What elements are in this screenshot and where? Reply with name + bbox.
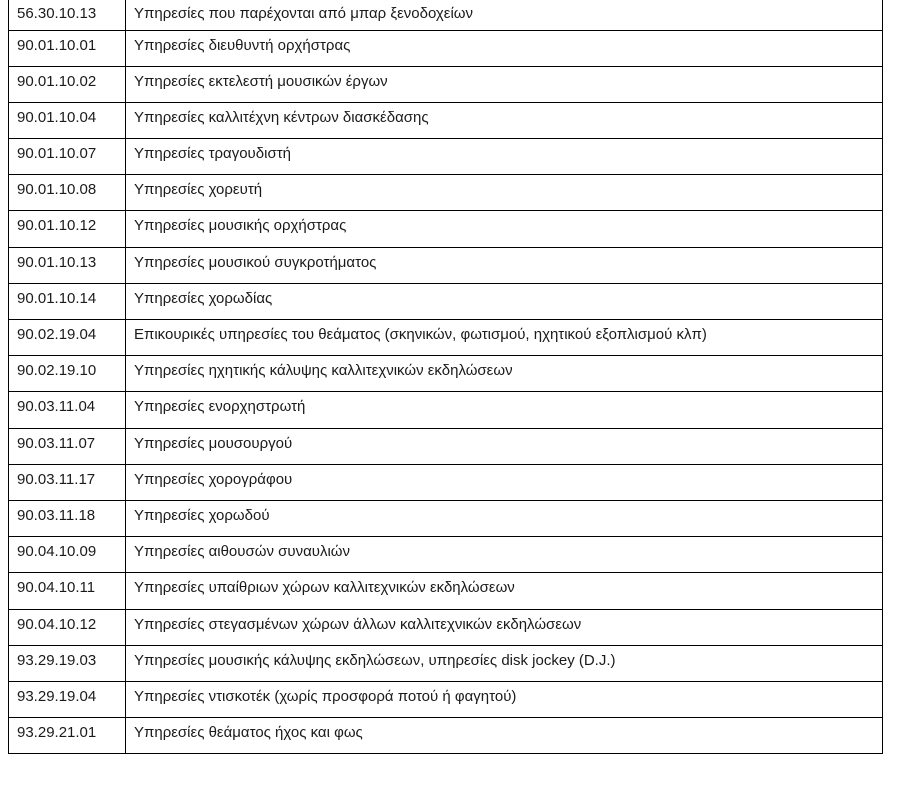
activity-description-cell: Υπηρεσίες στεγασμένων χώρων άλλων καλλιτεχνικών εκδηλώσεων	[126, 609, 883, 645]
table-row	[9, 247, 883, 283]
activity-description-cell: Υπηρεσίες μουσικής ορχήστρας	[126, 211, 883, 247]
activity-code-cell: 90.04.10.09	[9, 537, 126, 573]
table-row	[9, 392, 883, 428]
activity-description-cell: Υπηρεσίες μουσικού συγκροτήματος	[126, 247, 883, 283]
activity-code-cell: 90.02.19.04	[9, 320, 126, 356]
activity-description-cell: Υπηρεσίες ενορχηστρωτή	[126, 392, 883, 428]
activity-code-cell: 90.01.10.14	[9, 283, 126, 319]
activity-code-cell: 90.02.19.10	[9, 356, 126, 392]
table-row	[9, 718, 883, 754]
activity-description-cell: Υπηρεσίες χορωδού	[126, 500, 883, 536]
activity-description-cell: Υπηρεσίες χορευτή	[126, 175, 883, 211]
activity-description-cell: Υπηρεσίες χορογράφου	[126, 464, 883, 500]
activity-description-cell: Υπηρεσίες καλλιτέχνη κέντρων διασκέδασης	[126, 102, 883, 138]
table-row	[9, 175, 883, 211]
activity-description-cell: Υπηρεσίες χορωδίας	[126, 283, 883, 319]
activity-code-cell: 90.01.10.01	[9, 30, 126, 66]
activity-description-cell: Υπηρεσίες μουσικής κάλυψης εκδηλώσεων, υπηρεσίες disk jockey (D.J.)	[126, 645, 883, 681]
activity-description-cell: Υπηρεσίες αιθουσών συναυλιών	[126, 537, 883, 573]
activity-code-cell: 90.01.10.04	[9, 102, 126, 138]
activity-description-cell: Υπηρεσίες που παρέχονται από μπαρ ξενοδοχείων	[126, 0, 883, 30]
table-row	[9, 66, 883, 102]
activity-code-cell: 90.01.10.07	[9, 139, 126, 175]
table-row	[9, 320, 883, 356]
activity-code-cell: 56.30.10.13	[9, 0, 126, 30]
table-row	[9, 464, 883, 500]
activity-description-cell: Υπηρεσίες θεάματος ήχος και φως	[126, 718, 883, 754]
document-table-wrapper	[8, 0, 882, 754]
table-row	[9, 537, 883, 573]
activity-code-cell: 90.04.10.12	[9, 609, 126, 645]
activity-code-cell: 90.03.11.04	[9, 392, 126, 428]
table-row	[9, 645, 883, 681]
table-row	[9, 139, 883, 175]
activity-codes-table	[8, 0, 883, 754]
table-row	[9, 30, 883, 66]
activity-description-cell: Υπηρεσίες μουσουργού	[126, 428, 883, 464]
activity-code-cell: 90.04.10.11	[9, 573, 126, 609]
activity-description-cell: Υπηρεσίες διευθυντή ορχήστρας	[126, 30, 883, 66]
table-row	[9, 609, 883, 645]
table-row	[9, 428, 883, 464]
activity-code-cell: 90.03.11.18	[9, 500, 126, 536]
table-body	[9, 0, 883, 754]
activity-code-cell: 93.29.19.04	[9, 681, 126, 717]
activity-description-cell: Υπηρεσίες τραγουδιστή	[126, 139, 883, 175]
table-row	[9, 356, 883, 392]
table-row	[9, 0, 883, 30]
activity-code-cell: 90.01.10.02	[9, 66, 126, 102]
activity-code-cell: 90.01.10.12	[9, 211, 126, 247]
activity-description-cell: Υπηρεσίες ηχητικής κάλυψης καλλιτεχνικών εκδηλώσεων	[126, 356, 883, 392]
activity-code-cell: 93.29.19.03	[9, 645, 126, 681]
activity-code-cell: 90.01.10.13	[9, 247, 126, 283]
table-row	[9, 573, 883, 609]
activity-code-cell: 90.03.11.17	[9, 464, 126, 500]
table-row	[9, 283, 883, 319]
activity-description-cell: Υπηρεσίες ντισκοτέκ (χωρίς προσφορά ποτού ή φαγητού)	[126, 681, 883, 717]
activity-code-cell: 93.29.21.01	[9, 718, 126, 754]
activity-description-cell: Επικουρικές υπηρεσίες του θεάματος (σκηνικών, φωτισμού, ηχητικού εξοπλισμού κλπ)	[126, 320, 883, 356]
activity-code-cell: 90.03.11.07	[9, 428, 126, 464]
table-row	[9, 102, 883, 138]
table-row	[9, 211, 883, 247]
activity-description-cell: Υπηρεσίες υπαίθριων χώρων καλλιτεχνικών εκδηλώσεων	[126, 573, 883, 609]
activity-code-cell: 90.01.10.08	[9, 175, 126, 211]
table-row	[9, 500, 883, 536]
activity-description-cell: Υπηρεσίες εκτελεστή μουσικών έργων	[126, 66, 883, 102]
table-row	[9, 681, 883, 717]
